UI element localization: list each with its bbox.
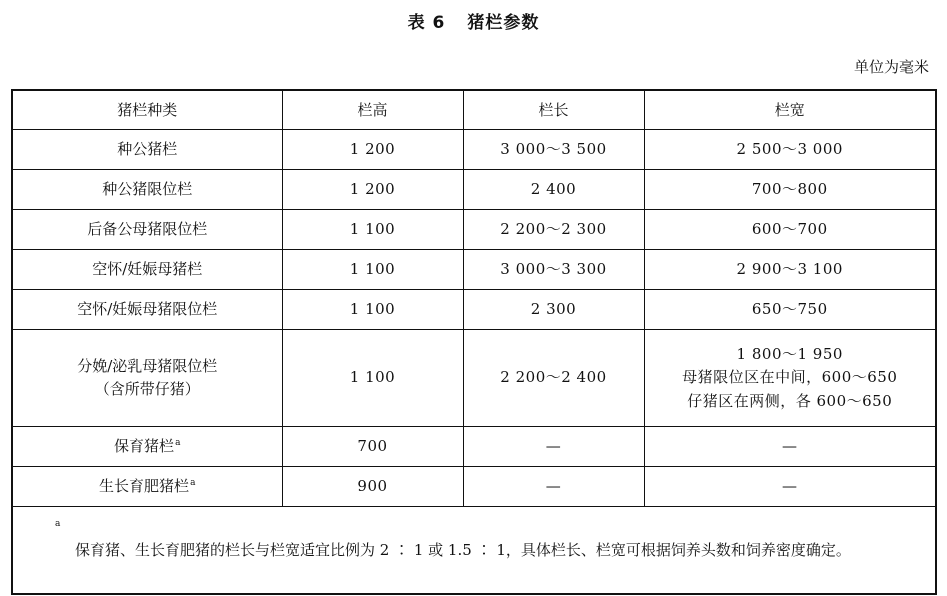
cell-pen-length: 3 000～3 500 <box>463 130 644 170</box>
cell-pen-length: 2 400 <box>463 170 644 210</box>
width-line-total: 1 800～1 950 <box>736 345 843 364</box>
table-header-row <box>12 90 936 130</box>
pig-pen-parameters-table <box>11 89 937 595</box>
cell-pen-width: — <box>644 427 936 467</box>
pen-type-label: 生长育肥猪栏 <box>99 477 190 496</box>
cell-pen-height: 900 <box>282 467 463 507</box>
header-pen-length: 栏长 <box>463 90 644 130</box>
pen-type-label: 分娩/泌乳母猪限位栏 <box>77 356 218 375</box>
footnote-marker: a <box>55 519 61 529</box>
cell-pen-length: — <box>463 467 644 507</box>
table-row <box>12 290 936 330</box>
cell-pen-length: — <box>463 427 644 467</box>
table-row <box>12 250 936 290</box>
pen-type-note: （含所带仔猪） <box>94 380 200 398</box>
cell-pen-length: 2 200～2 400 <box>463 330 644 427</box>
table-footnote-row <box>12 507 936 595</box>
width-line-piglet-area: 仔猪区在两侧，各 600～650 <box>687 391 893 410</box>
cell-pen-length: 2 300 <box>463 290 644 330</box>
table-row <box>12 467 936 507</box>
cell-pen-type: 空怀/妊娠母猪限位栏 <box>12 290 282 330</box>
table-row <box>12 427 936 467</box>
table-number: 表 6 <box>407 13 446 33</box>
cell-pen-type: 种公猪栏 <box>12 130 282 170</box>
table-footnote <box>12 507 936 595</box>
cell-pen-type: 后备公母猪限位栏 <box>12 210 282 250</box>
header-pen-width: 栏宽 <box>644 90 936 130</box>
cell-pen-height: 1 100 <box>282 250 463 290</box>
unit-note: 单位为毫米 <box>853 58 929 76</box>
cell-pen-height: 1 100 <box>282 330 463 427</box>
cell-pen-width: 2 900～3 100 <box>644 250 936 290</box>
cell-pen-height: 700 <box>282 427 463 467</box>
cell-pen-type: 种公猪限位栏 <box>12 170 282 210</box>
cell-pen-height: 1 100 <box>282 210 463 250</box>
cell-pen-width: 650～750 <box>644 290 936 330</box>
cell-pen-type <box>12 467 282 507</box>
cell-pen-width: 600～700 <box>644 210 936 250</box>
header-pen-height: 栏高 <box>282 90 463 130</box>
cell-pen-type: 空怀/妊娠母猪栏 <box>12 250 282 290</box>
pen-type-label: 保育猪栏 <box>114 437 175 456</box>
cell-pen-height: 1 100 <box>282 290 463 330</box>
table-row <box>12 210 936 250</box>
footnote-text: 保育猪、生长育肥猪的栏长与栏宽适宜比例为 2 ∶ 1 或 1.5 ∶ 1，具体栏长、栏宽可根据饲养头数和饲养密度确定。 <box>75 540 851 559</box>
footnote-mark: a <box>175 438 181 449</box>
table-row <box>12 330 936 427</box>
cell-pen-height: 1 200 <box>282 170 463 210</box>
table-title <box>0 8 947 33</box>
table-row <box>12 170 936 210</box>
table-title-text: 猪栏参数 <box>467 13 540 33</box>
cell-pen-type <box>12 330 282 427</box>
cell-pen-length: 3 000～3 300 <box>463 250 644 290</box>
cell-pen-width: — <box>644 467 936 507</box>
cell-pen-width: 2 500～3 000 <box>644 130 936 170</box>
cell-pen-length: 2 200～2 300 <box>463 210 644 250</box>
cell-pen-width: 700～800 <box>644 170 936 210</box>
cell-pen-height: 1 200 <box>282 130 463 170</box>
width-line-sow-area: 母猪限位区在中间，600～650 <box>682 368 898 387</box>
table-row <box>12 130 936 170</box>
header-pen-type: 猪栏种类 <box>12 90 282 130</box>
cell-pen-type <box>12 427 282 467</box>
cell-pen-width <box>644 330 936 427</box>
footnote-mark: a <box>190 478 196 489</box>
